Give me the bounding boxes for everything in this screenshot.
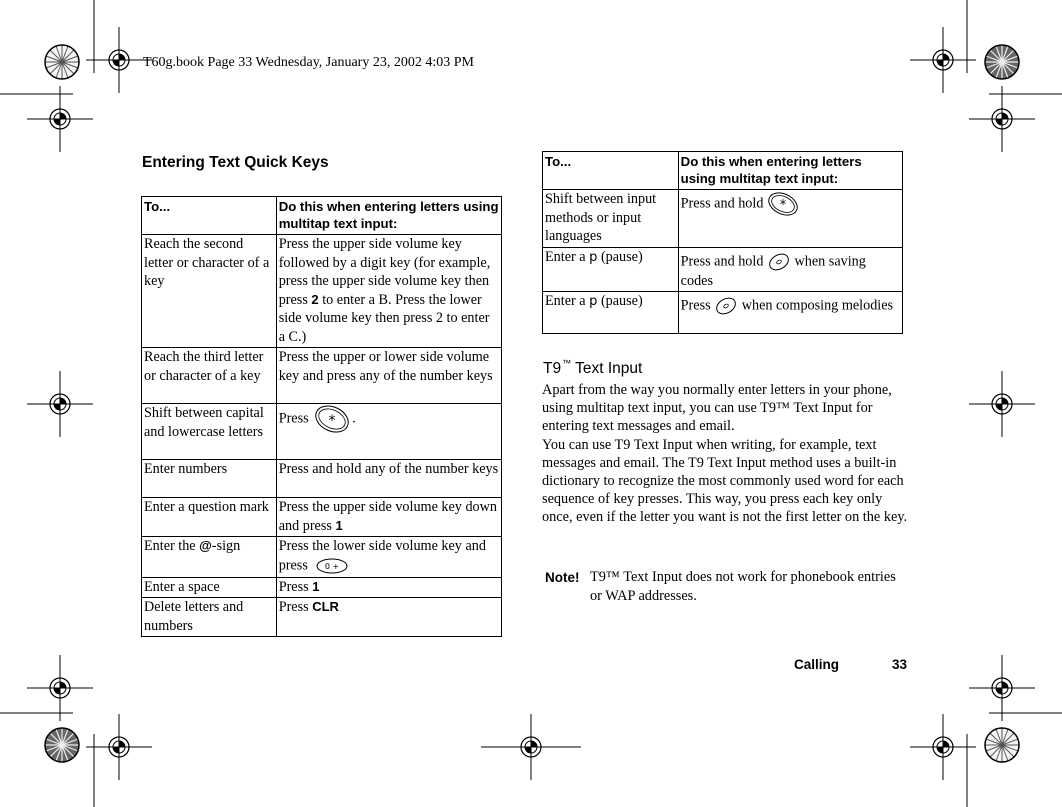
row-do: Press CLR xyxy=(276,598,501,637)
t9-body xyxy=(542,381,912,527)
table-row xyxy=(543,292,903,334)
footer-page-number: 33 xyxy=(892,657,908,672)
yes-key-icon xyxy=(714,296,738,316)
row-to: Reach the third letter or character of a key xyxy=(142,348,277,404)
t9-paragraph-1: Apart from the way you normally enter letters in your phone, using multitap text input, you can use T9™ Text Input for entering text messages and email. xyxy=(542,382,892,435)
table-row xyxy=(543,247,903,292)
row-do: Press when composing melodies xyxy=(678,292,902,334)
table-row xyxy=(543,190,903,248)
table-row xyxy=(142,498,502,537)
row-do: Press the upper side volume key down and press 1 xyxy=(276,498,501,537)
svg-text:0 +: 0 + xyxy=(325,561,340,571)
row-do: Press and hold * xyxy=(678,190,902,248)
key-label: 1 xyxy=(312,578,320,594)
continued-keys-table xyxy=(542,151,903,334)
row-to: Delete letters and numbers xyxy=(142,598,277,637)
yes-key-icon xyxy=(767,252,791,272)
row-do: Press the lower side volume key and press 0 + xyxy=(276,537,501,578)
book-header-line: T60g.book Page 33 Wednesday, January 23, 2002 4:03 PM xyxy=(143,55,474,70)
at-sign: @ xyxy=(199,538,212,553)
svg-text:*: * xyxy=(779,198,787,213)
row-to: Enter a question mark xyxy=(142,498,277,537)
t9-section-title: T9™ Text Input xyxy=(543,358,643,377)
row-to: Enter a p (pause) xyxy=(543,247,679,292)
quick-keys-title: Entering Text Quick Keys xyxy=(142,154,329,171)
row-do: Press 1 xyxy=(276,577,501,598)
table-row xyxy=(142,537,502,578)
col-to-header: To... xyxy=(142,197,277,235)
row-to: Enter numbers xyxy=(142,460,277,498)
row-do: Press * . xyxy=(276,404,501,460)
key-label: CLR xyxy=(312,599,339,614)
svg-text:*: * xyxy=(328,413,336,429)
t9-paragraph-2: You can use T9 Text Input when writing, for example, text messages and email. The T9 Text Input method uses a built-in dictionary to recognize the most commonly used word for each sequence of key presses. This way, you press each key only once, even if the letter you want is not the first letter on the key. xyxy=(542,436,908,526)
note-label: Note! xyxy=(545,570,580,585)
pause-char: p xyxy=(589,294,598,309)
row-to: Enter a p (pause) xyxy=(543,292,679,334)
row-to: Enter a space xyxy=(142,577,277,598)
col-to-header: To... xyxy=(543,152,679,190)
star-key-icon xyxy=(312,404,352,434)
table-header-row xyxy=(142,197,502,235)
row-do: Press and hold any of the number keys xyxy=(276,460,501,498)
quick-keys-table xyxy=(141,196,502,637)
star-key-icon xyxy=(767,190,803,218)
table-row xyxy=(142,577,502,598)
footer-section-name: Calling xyxy=(794,657,840,672)
key-label: 2 xyxy=(311,291,319,307)
row-to: Reach the second letter or character of a key xyxy=(142,235,277,348)
col-do-header: Do this when entering letters using multitap text input: xyxy=(276,197,501,235)
pause-char: p xyxy=(589,249,598,265)
note-text: T9™ Text Input does not work for phonebook entries or WAP addresses. xyxy=(590,569,896,604)
row-to: Shift between input methods or input languages xyxy=(543,190,679,248)
table-row xyxy=(142,598,502,637)
table-row xyxy=(142,404,502,460)
table-row xyxy=(142,348,502,404)
col-do-header: Do this when entering letters using multitap text input: xyxy=(678,152,902,190)
table-row xyxy=(142,235,502,348)
row-do: Press the upper side volume key followed by a digit key (for example, press the upper side volume key then press 2 to enter a B. Press the lower side volume key then press 2 to enter a C.) xyxy=(276,235,501,348)
key-label: 1 xyxy=(335,517,343,533)
row-to: Enter the @-sign xyxy=(142,537,277,578)
zero-key-icon xyxy=(311,556,349,576)
table-header-row xyxy=(543,152,903,190)
trademark: ™ xyxy=(562,358,572,368)
table-row xyxy=(142,460,502,498)
row-to: Shift between capital and lowercase letters xyxy=(142,404,277,460)
row-do: Press and hold when saving codes xyxy=(678,247,902,292)
row-do: Press the upper or lower side volume key and press any of the number keys xyxy=(276,348,501,404)
